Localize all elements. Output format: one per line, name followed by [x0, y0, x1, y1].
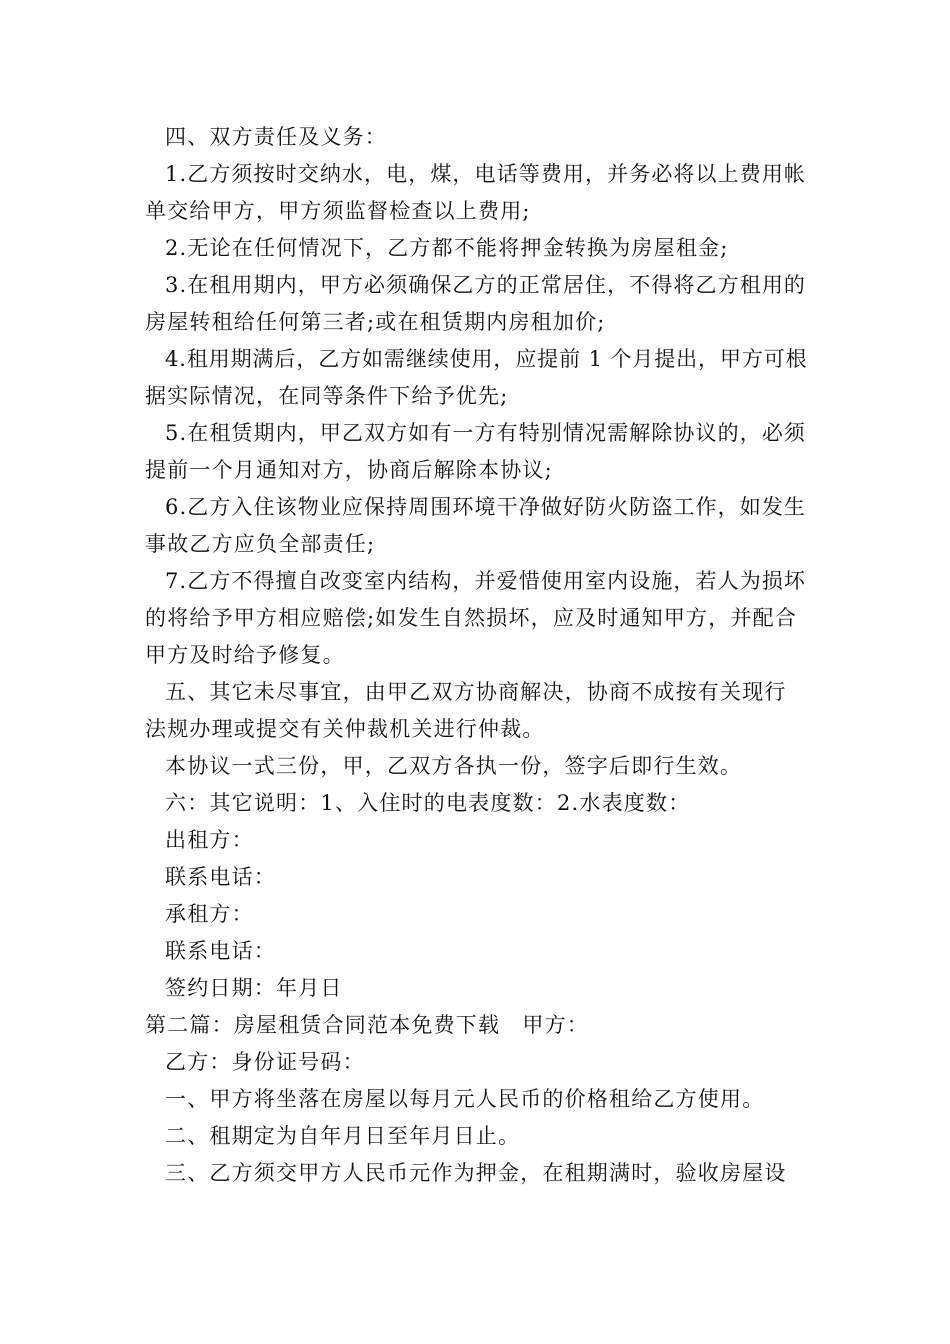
section-six-notes: 六：其它说明：1、入住时的电表度数：2.水表度数： [165, 791, 691, 815]
clause-5-line-2: 提前一个月通知对方，协商后解除本协议; [145, 458, 553, 482]
party-b-id-line: 乙方：身份证号码： [165, 1050, 365, 1074]
signing-date-label: 签约日期：年月日 [165, 976, 343, 1000]
clause-6-line-1: 6.乙方入住该物业应保持周围环境干净做好防火防盗工作，如发生 [165, 495, 807, 519]
lessor-label: 出租方： [165, 828, 254, 852]
section-four-heading: 四、双方责任及义务： [165, 125, 387, 149]
article-one-line: 一、甲方将坐落在房屋以每月元人民币的价格租给乙方使用。 [165, 1087, 765, 1111]
clause-4-line-1: 4.租用期满后，乙方如需继续使用，应提前 1 个月提出，甲方可根 [165, 347, 808, 371]
article-three-line: 三、乙方须交甲方人民币元作为押金，在租期满时，验收房屋设 [165, 1161, 787, 1185]
clause-2-line-1: 2.无论在任何情况下，乙方都不能将押金转换为房屋租金; [165, 236, 729, 260]
clause-3-line-2: 房屋转租给任何第三者;或在租赁期内房租加价; [145, 310, 606, 334]
clause-7-line-2: 的将给予甲方相应赔偿;如发生自然损坏，应及时通知甲方，并配合 [145, 606, 798, 630]
article-two-line: 二、租期定为自年月日至年月日止。 [165, 1124, 521, 1148]
lessee-label: 承租方： [165, 902, 254, 926]
clause-7-line-3: 甲方及时给予修复。 [145, 643, 345, 667]
copies-statement: 本协议一式三份，甲，乙双方各执一份，签字后即行生效。 [165, 754, 743, 778]
clause-5-line-1: 5.在租赁期内，甲乙双方如有一方有特别情况需解除协议的，必须 [165, 421, 807, 445]
clause-6-line-2: 事故乙方应负全部责任; [145, 532, 376, 556]
clause-1-line-2: 单交给甲方，甲方须监督检查以上费用; [145, 199, 531, 223]
lessee-phone-label: 联系电话： [165, 939, 276, 963]
clause-4-line-2: 据实际情况，在同等条件下给予优先; [145, 384, 509, 408]
clause-3-line-1: 3.在租用期内，甲方必须确保乙方的正常居住，不得将乙方租用的 [165, 273, 807, 297]
clause-7-line-1: 7.乙方不得擅自改变室内结构，并爱惜使用室内设施，若人为损坏 [165, 569, 807, 593]
section-five-line-1: 五、其它未尽事宜，由甲乙双方协商解决，协商不成按有关现行 [165, 680, 787, 704]
second-part-heading: 第二篇：房屋租赁合同范本免费下载 甲方： [145, 1013, 589, 1037]
clause-1-line-1: 1.乙方须按时交纳水，电，煤，电话等费用，并务必将以上费用帐 [165, 162, 807, 186]
section-five-line-2: 法规办理或提交有关仲裁机关进行仲裁。 [145, 717, 545, 741]
lessor-phone-label: 联系电话： [165, 865, 276, 889]
